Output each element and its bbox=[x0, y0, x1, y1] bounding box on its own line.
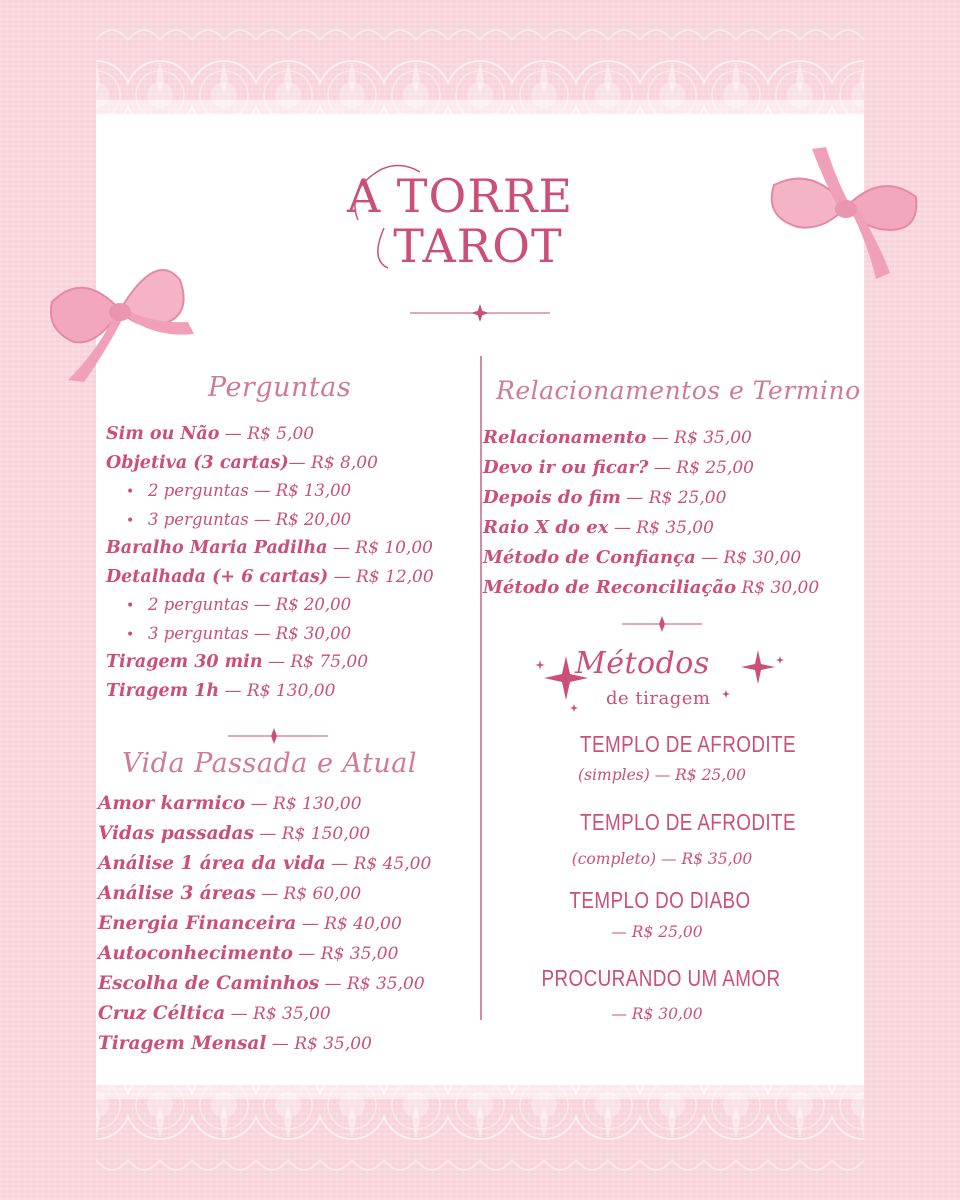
metodos-item-1: TEMPLO DE AFRODITE bbox=[580, 731, 796, 757]
list-item: Tiragem Mensal — R$ 35,00 bbox=[98, 1033, 372, 1054]
metodos-title: Métodos bbox=[575, 646, 710, 681]
list-item: • 2 perguntas — R$ 13,00 bbox=[106, 477, 434, 506]
list-item: Objetiva (3 cartas)— R$ 8,00 bbox=[106, 452, 378, 473]
list-item: Sim ou Não — R$ 5,00 bbox=[106, 424, 315, 444]
lace-border-top bbox=[0, 0, 960, 115]
divider-ornament-top bbox=[410, 303, 550, 323]
metodos-item-2: TEMPLO DE AFRODITE bbox=[580, 809, 796, 835]
list-item: • 2 perguntas — R$ 20,00 bbox=[106, 591, 434, 620]
list-item: Autoconhecimento — R$ 35,00 bbox=[98, 943, 399, 964]
list-item: Devo ir ou ficar? — R$ 25,00 bbox=[483, 457, 754, 478]
bow-left-icon bbox=[44, 250, 196, 385]
list-item: • 3 perguntas — R$ 20,00 bbox=[106, 506, 434, 535]
metodos-item-3-detail: — R$ 25,00 bbox=[611, 923, 703, 941]
list-item: • 3 perguntas — R$ 30,00 bbox=[106, 620, 434, 649]
lace-border-bottom bbox=[0, 1085, 960, 1200]
vida-list bbox=[98, 789, 431, 1059]
list-item: Tiragem 1h — R$ 130,00 bbox=[106, 680, 336, 701]
list-item: Raio X do ex — R$ 35,00 bbox=[483, 517, 714, 538]
list-item: Detalhada (+ 6 cartas) — R$ 12,00 bbox=[106, 566, 434, 587]
perguntas-list bbox=[106, 420, 434, 705]
bow-right-icon bbox=[764, 145, 922, 283]
list-item: Depois do fim — R$ 25,00 bbox=[483, 487, 727, 508]
divider-ornament-right bbox=[622, 615, 702, 633]
metodos-item-1-detail: (simples) — R$ 25,00 bbox=[578, 766, 746, 784]
bullet-icon: • bbox=[126, 512, 135, 529]
list-item: Cruz Céltica — R$ 35,00 bbox=[98, 1003, 331, 1024]
list-item: Escolha de Caminhos — R$ 35,00 bbox=[98, 973, 425, 994]
brand-logo bbox=[340, 150, 580, 275]
divider-ornament-left bbox=[228, 727, 328, 745]
metodos-item-4: PROCURANDO UM AMOR bbox=[541, 965, 781, 991]
list-item: Tiragem 30 min — R$ 75,00 bbox=[106, 652, 369, 672]
metodos-subtitle: de tiragem bbox=[606, 688, 711, 709]
section-title-relacionamentos: Relacionamentos e Termino bbox=[496, 376, 861, 405]
bullet-icon: • bbox=[126, 626, 135, 643]
list-item: Análise 1 área da vida — R$ 45,00 bbox=[98, 853, 432, 874]
metodos-item-2-detail: (completo) — R$ 35,00 bbox=[571, 850, 753, 868]
list-item: Método de Reconciliação R$ 30,00 bbox=[483, 577, 820, 598]
list-item: Relacionamento — R$ 35,00 bbox=[483, 427, 752, 448]
list-item: Amor karmico — R$ 130,00 bbox=[98, 793, 362, 814]
list-item: Baralho Maria Padilha — R$ 10,00 bbox=[106, 538, 433, 558]
list-item: Análise 3 áreas — R$ 60,00 bbox=[98, 883, 362, 904]
bullet-icon: • bbox=[126, 484, 135, 500]
column-divider bbox=[480, 356, 482, 1020]
brand-logo-line1: A TORRE bbox=[346, 169, 574, 223]
list-item: Método de Confiança — R$ 30,00 bbox=[483, 547, 802, 568]
section-title-vida: Vida Passada e Atual bbox=[122, 748, 418, 779]
list-item: Energia Financeira — R$ 40,00 bbox=[98, 913, 402, 934]
section-title-perguntas: Perguntas bbox=[208, 372, 352, 403]
brand-logo-line2: TAROT bbox=[393, 219, 563, 273]
metodos-item-4-detail: — R$ 30,00 bbox=[611, 1005, 703, 1023]
relacionamentos-list bbox=[483, 423, 819, 603]
bullet-icon: • bbox=[126, 598, 135, 614]
metodos-item-3: TEMPLO DO DIABO bbox=[569, 887, 751, 913]
list-item: Vidas passadas — R$ 150,00 bbox=[98, 823, 371, 844]
